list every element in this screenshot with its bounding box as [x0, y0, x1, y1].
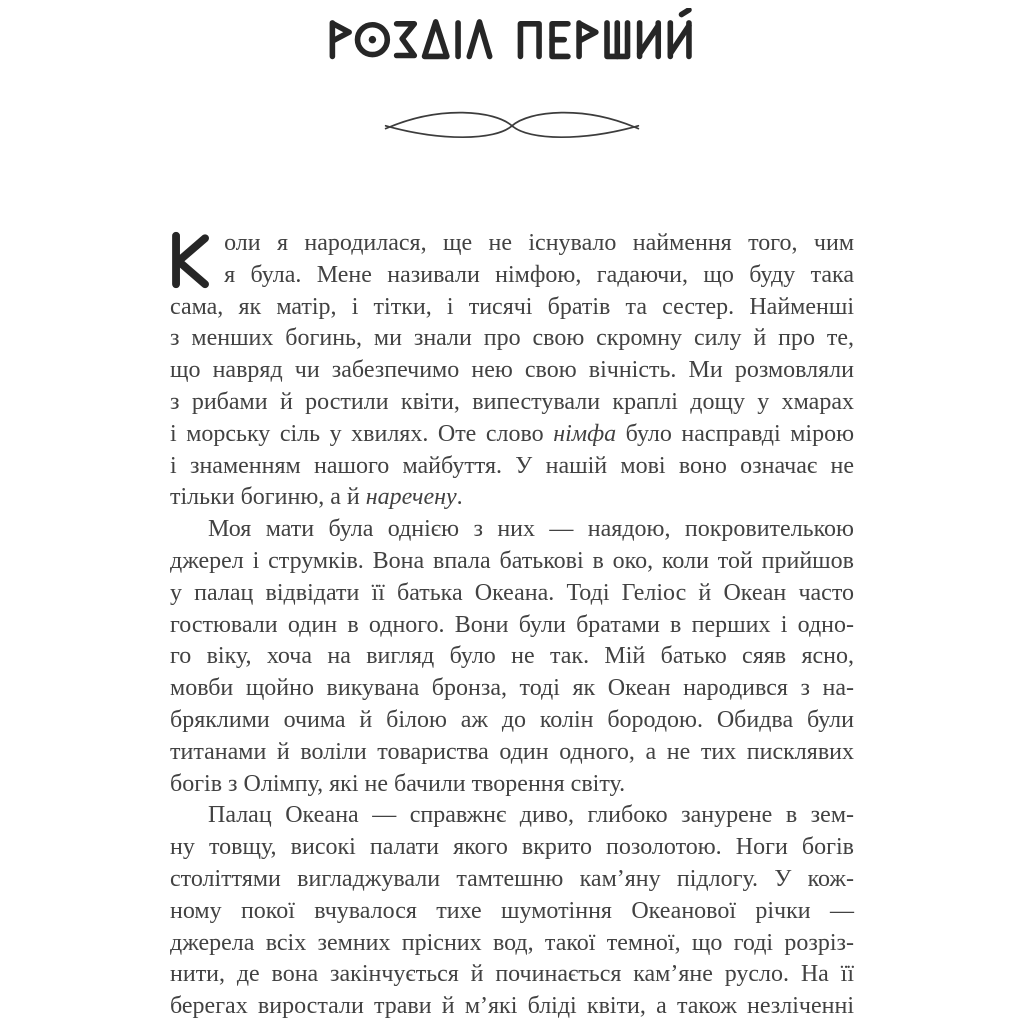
text-line: сама, як матір, і тітки, і тисячі братів та сестер. Найменші [170, 293, 854, 320]
text-line: і знаменням нашого майбуття. У нашій мові воно означає не [170, 452, 854, 479]
text-line: Моя мати була однією з них — наядою, покровителькою [208, 516, 854, 543]
text-line: джерела всіх земних прісних вод, такої темної, що годі розріз- [170, 929, 854, 956]
text-line: ному покої вчувалося тихе шумотіння Океанової річки — [170, 897, 854, 924]
paragraph [170, 228, 854, 514]
text-line: у палац відвідати її батька Океана. Тоді Геліос й Океан часто [170, 579, 854, 606]
text-line: берегах виростали трави й м’які бліді квіти, а також незліченні [170, 993, 854, 1020]
text-line: що навряд чи забезпечимо нею свою вічність. Ми розмовляли [170, 357, 854, 384]
chapter-title-text [700, 8, 701, 9]
text-line: тільки богиню, а й наречену. [170, 484, 463, 511]
chapter-title-lettering [324, 8, 700, 62]
chapter-heading [0, 0, 1024, 67]
text-line: Палац Океана — справжнє диво, глибоко занурене в зем- [208, 802, 854, 829]
text-line: оли я народилася, ще не існувало наймення того, чим [224, 230, 854, 256]
text-line: джерел і струмків. Вона впала батькові в око, коли той прийшов [170, 547, 854, 574]
text-line: з менших богинь, ми знали про свою скромну силу й про те, [170, 325, 854, 352]
text-block [170, 228, 854, 1023]
flourish-divider-icon [376, 103, 648, 141]
text-line: і морську сіль у хвилях. Оте слово німфа було насправді мірою [170, 420, 854, 447]
text-line: го віку, хоча на вигляд було не так. Мій батько сяяв ясно, [170, 643, 854, 670]
paragraph [170, 800, 854, 1023]
paragraph [170, 514, 854, 800]
text-line: нити, де вона закінчується й починається кам’яне русло. На її [170, 961, 854, 988]
text-line: ну товщу, високі палати якого вкрито позолотою. Ноги богів [170, 834, 854, 861]
text-line: я була. Мене називали німфою, гадаючи, що буду така [224, 261, 854, 288]
text-line: століттями вигладжували тамтешню кам’яну підлогу. У кож- [170, 865, 854, 892]
section-divider [0, 103, 1024, 146]
text-line: з рибами й ростили квіти, випестували краплі дощу у хмарах [170, 388, 854, 415]
text-line: бряклими очима й білою аж до колін бородою. Обидва були [170, 706, 854, 733]
text-line: титанами й воліли товариства один одного, а не тих писклявих [170, 738, 854, 765]
text-line: гостювали один в одного. Вони були братами в перших і одно- [170, 611, 854, 638]
text-line: мовби щойно викувана бронза, тоді як Океан народився з на- [170, 675, 854, 702]
text-line: богів з Олімпу, які не бачили творення світу. [170, 770, 626, 797]
drop-cap [170, 231, 211, 289]
